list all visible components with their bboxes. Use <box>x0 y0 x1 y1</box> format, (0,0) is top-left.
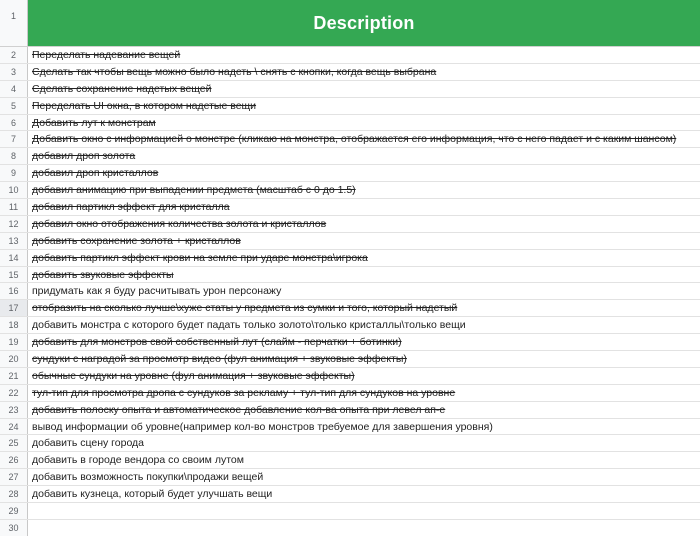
table-row <box>0 402 700 419</box>
table-row <box>0 199 700 216</box>
task-cell[interactable]: Сделать сохранение надетых вещей <box>32 82 212 95</box>
table-row <box>0 182 700 199</box>
task-cell[interactable]: добавить партикл эффект крови на земле при ударе монстра\игрока <box>32 251 368 264</box>
table-row <box>0 131 700 148</box>
row-number[interactable]: 1 <box>0 0 28 46</box>
task-cell[interactable]: добавить сцену города <box>32 437 145 450</box>
task-cell[interactable]: добавить сохранение золота + кристаллов <box>32 234 241 247</box>
task-cell[interactable]: Добавить лут к монстрам <box>32 116 156 129</box>
table-row <box>0 115 700 132</box>
row-number[interactable]: 5 <box>0 98 28 114</box>
table-row <box>0 385 700 402</box>
header-row <box>0 0 700 47</box>
table-row <box>0 64 700 81</box>
task-cell[interactable]: Переделать надевание вещей <box>32 49 181 61</box>
task-cell[interactable]: добавить в городе вендора со своим лутом <box>32 454 244 467</box>
row-number[interactable]: 17 <box>0 300 28 316</box>
table-row <box>0 469 700 486</box>
row-number[interactable]: 22 <box>0 385 28 401</box>
task-cell[interactable] <box>28 520 700 536</box>
task-cell[interactable]: сундуки с наградой за просмотр видео (фул анимация + звуковые эффекты) <box>32 353 407 366</box>
task-cell[interactable]: добавил окно отображения количества золота и кристаллов <box>32 217 327 230</box>
task-cell[interactable]: Добавить окно с информацией о монстре (кликаю на монстра, отображается его информация, что с него падает и с каким шансом) <box>32 133 677 146</box>
row-number[interactable]: 3 <box>0 64 28 80</box>
table-row <box>0 250 700 267</box>
table-row <box>0 486 700 503</box>
row-number[interactable]: 12 <box>0 216 28 232</box>
table-row <box>0 267 700 284</box>
row-number[interactable]: 13 <box>0 233 28 249</box>
row-number[interactable]: 21 <box>0 368 28 384</box>
row-number[interactable]: 18 <box>0 317 28 333</box>
task-cell[interactable]: добавил дроп кристаллов <box>32 167 159 180</box>
table-row <box>0 520 700 536</box>
row-number[interactable]: 16 <box>0 283 28 299</box>
task-cell[interactable]: Переделать UI окна, в котором надетые вещи <box>32 99 257 112</box>
task-cell[interactable]: придумать как я буду расчитывать урон персонажу <box>32 285 282 298</box>
task-cell[interactable] <box>28 503 700 519</box>
row-number[interactable]: 26 <box>0 452 28 468</box>
table-row <box>0 351 700 368</box>
row-number[interactable]: 23 <box>0 402 28 418</box>
row-number[interactable]: 6 <box>0 115 28 131</box>
row-number[interactable]: 14 <box>0 250 28 266</box>
task-cell[interactable]: добавить звуковые эффекты <box>32 268 174 281</box>
task-cell[interactable]: вывод информации об уровне(например кол-во монстров требуемое для завершения уровня) <box>32 420 493 433</box>
table-row <box>0 368 700 385</box>
row-number[interactable]: 28 <box>0 486 28 502</box>
task-cell[interactable]: добавить кузнеца, который будет улучшать вещи <box>32 488 273 501</box>
table-row <box>0 165 700 182</box>
task-cell[interactable]: добавить полоску опыта и автоматическое добавление кол-ва опыта при левел ап-е <box>32 403 446 416</box>
rows-container <box>0 47 700 536</box>
table-row <box>0 81 700 98</box>
task-cell[interactable]: добавил партикл эффект для кристалла <box>32 201 230 214</box>
table-row <box>0 233 700 250</box>
row-number[interactable]: 25 <box>0 435 28 451</box>
table-row <box>0 334 700 351</box>
task-cell[interactable]: добавить для монстров свой собственный лут (слайм - перчатки + ботинки) <box>32 336 402 349</box>
header-cell-description[interactable]: Description <box>28 0 700 46</box>
task-cell[interactable]: обычные сундуки на уровне (фул анимация + звуковые эффекты) <box>32 369 355 382</box>
task-cell[interactable]: добавить возможность покупки\продажи вещей <box>32 471 264 484</box>
row-number[interactable]: 30 <box>0 520 28 536</box>
row-number[interactable]: 29 <box>0 503 28 519</box>
table-row <box>0 452 700 469</box>
table-row <box>0 300 700 317</box>
table-row <box>0 503 700 520</box>
row-number[interactable]: 4 <box>0 81 28 97</box>
task-cell[interactable]: добавил анимацию при выпадении предмета (масштаб с 0 до 1.5) <box>32 184 356 197</box>
table-row <box>0 216 700 233</box>
table-row <box>0 47 700 64</box>
task-cell[interactable]: тул-тип для просмотра дропа с сундуков за рекламу + тул-тип для сундуков на уровне <box>32 386 456 399</box>
row-number[interactable]: 8 <box>0 148 28 164</box>
table-row <box>0 283 700 300</box>
task-cell[interactable]: Сделать так чтобы вещь можно было надеть \ снять с кнопки, когда вещь выбрана <box>32 65 437 78</box>
row-number[interactable]: 27 <box>0 469 28 485</box>
row-number[interactable]: 7 <box>0 131 28 147</box>
row-number[interactable]: 10 <box>0 182 28 198</box>
row-number[interactable]: 19 <box>0 334 28 350</box>
row-number[interactable]: 15 <box>0 267 28 283</box>
row-number[interactable]: 11 <box>0 199 28 215</box>
task-cell[interactable]: отобразить на сколько лучше\хуже статы у предмета из сумки и того, который надетый <box>32 302 458 315</box>
table-row <box>0 148 700 165</box>
task-cell[interactable]: добавил дроп золота <box>32 150 136 163</box>
table-row <box>0 435 700 452</box>
table-row <box>0 419 700 436</box>
row-number[interactable]: 9 <box>0 165 28 181</box>
table-row <box>0 98 700 115</box>
row-number[interactable]: 24 <box>0 419 28 435</box>
row-number[interactable]: 2 <box>0 47 28 63</box>
task-cell[interactable]: добавить монстра с которого будет падать только золото\только кристаллы\только вещи <box>32 319 466 332</box>
table-row <box>0 317 700 334</box>
row-number[interactable]: 20 <box>0 351 28 367</box>
